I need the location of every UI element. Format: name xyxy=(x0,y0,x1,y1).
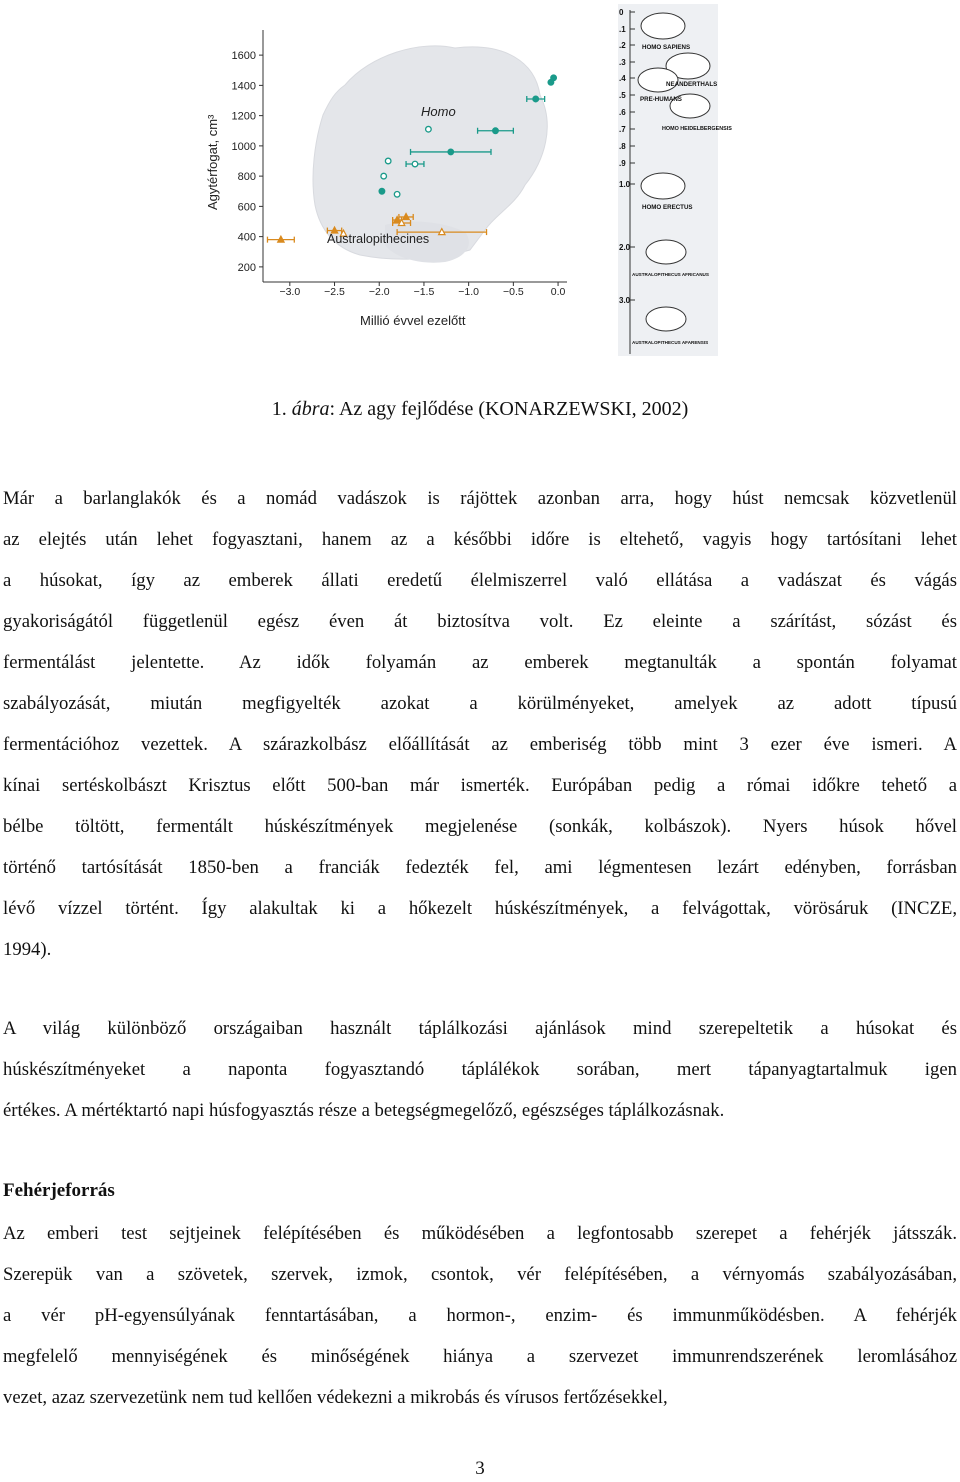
data-point-homo xyxy=(412,161,418,167)
x-tick-label: −2.5 xyxy=(324,286,345,298)
skull-timeline-svg xyxy=(618,4,732,356)
timeline-tick-label: .9 xyxy=(619,159,626,168)
paragraph-dietary-recommendations xyxy=(3,1008,957,1131)
skull-label-australopithecus-africanus: AUSTRALOPITHECUS AFRICANUS xyxy=(632,272,709,277)
x-tick-label: −3.0 xyxy=(279,286,301,298)
data-point-homo xyxy=(381,173,387,179)
data-point-homo xyxy=(448,149,454,155)
skull-homo-sapiens xyxy=(641,13,685,39)
y-tick-label: 600 xyxy=(237,201,256,214)
paragraph-protein-source xyxy=(3,1213,957,1418)
x-tick-label: −2.0 xyxy=(368,286,390,298)
y-tick-label: 1000 xyxy=(231,140,256,153)
text-line: húskészítményeket a naponta fogyasztandó táplálékok sorában, mert tápanyagtartalmuk igen xyxy=(3,1059,957,1080)
y-tick-label: 800 xyxy=(237,171,256,184)
timeline-tick-label: .6 xyxy=(619,108,626,117)
y-tick-label: 1600 xyxy=(231,50,256,63)
skull-label-homo-sapiens: HOMO SAPIENS xyxy=(642,44,691,51)
section-heading: Fehérjeforrás xyxy=(3,1180,115,1201)
text-line: bélbe töltött, fermentált húskészítmények megjelenése (sonkák, kolbászok). Nyers húsok hővel xyxy=(3,816,957,837)
data-point-homo xyxy=(426,126,432,132)
x-tick-label: 0.0 xyxy=(550,286,566,298)
timeline-tick-label: .4 xyxy=(619,74,626,83)
caption-text: : Az agy fejlődése (KONARZEWSKI, 2002) xyxy=(329,398,689,420)
page-number: 3 xyxy=(475,1458,485,1479)
timeline-tick-label: .8 xyxy=(619,142,626,151)
brain-volume-chart xyxy=(195,0,615,340)
text-line: szabályozását, miután megfigyelték azokat a körülményeket, amelyek az adott típusú xyxy=(3,693,957,714)
hominid-skull-timeline xyxy=(618,4,732,356)
timeline-tick-label: .7 xyxy=(619,125,626,134)
brain-evolution-figure xyxy=(195,0,735,360)
text-line: A világ különböző országaiban használt táplálkozási ajánlások mind szerepeltetik a húsokat és xyxy=(3,1018,957,1039)
text-line: fermentálást jelentette. Az idők folyamán az emberek megtanulták a spontán folyamat xyxy=(3,652,957,673)
caption-number: 1. xyxy=(271,398,287,420)
figure-caption xyxy=(0,398,960,421)
skull-label-australopithecus-afarensis: AUSTRALOPITHECUS AFARENSIS xyxy=(632,340,709,345)
y-tick-label: 1200 xyxy=(231,110,256,123)
timeline-tick-label: 2.0 xyxy=(619,243,631,252)
timeline-tick-label: .1 xyxy=(619,25,626,34)
data-point-australopithecine xyxy=(278,236,284,242)
skull-label-homo-heidelbergensis: HOMO HEIDELBERGENSIS xyxy=(662,126,732,132)
caption-label: ábra xyxy=(291,398,330,420)
timeline-tick-label: .2 xyxy=(619,41,626,50)
data-point-homo xyxy=(533,96,539,102)
text-line: az elejtés után lehet fogyasztani, hanem az a későbbi időre is eltehető, vagyis hogy tartósítani lehet xyxy=(3,529,957,550)
y-tick-label: 400 xyxy=(237,231,256,244)
text-line: Szerepük van a szövetek, szervek, izmok, csontok, vér felépítésében, a vérnyomás szabályozásában, xyxy=(3,1264,957,1285)
text-line: értékes. A mértéktartó napi húsfogyasztás része a betegségmegelőző, egészséges táplálkozásnak. xyxy=(3,1100,725,1121)
timeline-tick-label: .5 xyxy=(619,91,626,100)
data-point-homo xyxy=(548,80,554,86)
x-tick-label: −1.5 xyxy=(413,286,435,298)
paragraph-meat-preservation xyxy=(3,478,957,970)
annotation-homo: Homo xyxy=(421,104,456,119)
annotation-australopithecines: Australopithecines xyxy=(327,232,430,246)
x-tick-label: −0.5 xyxy=(502,286,524,298)
y-tick-label: 200 xyxy=(237,261,256,274)
text-line: a húsokat, így az emberek állati eredetű élelmiszerrel való ellátása a vadászat és vágás xyxy=(3,570,957,591)
text-line: kínai sertéskolbászt Krisztus előtt 500-ban már ismerték. Európában pedig a római időkre tehető a xyxy=(3,775,957,796)
timeline-tick-label: 1.0 xyxy=(619,180,631,189)
timeline-tick-label: .3 xyxy=(619,58,626,67)
text-line: fermentációhoz vezettek. A szárazkolbász előállítását az emberiség több mint 3 ezer éve ismeri. A xyxy=(3,734,957,755)
skull-label-homo-erectus: HOMO ERECTUS xyxy=(642,204,693,211)
skull-pre-human xyxy=(638,68,678,92)
y-axis-label: Agytérfogat, cm³ xyxy=(205,114,220,210)
y-tick-label: 1400 xyxy=(231,80,256,93)
text-line: lévő vízzel történt. Így alakultak ki a hőkezelt húskészítmények, a felvágottak, vörösáruk (INCZE, xyxy=(3,898,957,919)
data-point-homo xyxy=(493,128,499,134)
text-line: vezet, azaz szervezetünk nem tud kellően védekezni a mikrobás és vírusos fertőzésekkel, xyxy=(3,1387,668,1408)
skull-afarensis xyxy=(646,307,686,331)
data-point-homo xyxy=(379,188,385,194)
text-line: történő tartósítását 1850-ben a franciák fedezték fel, ami légmentesen lezárt edényben, forrásban xyxy=(3,857,957,878)
timeline-tick-label: 0 xyxy=(619,8,624,17)
skull-label-pre-humans: PRE-HUMANS xyxy=(640,96,682,103)
data-point-homo xyxy=(394,191,400,197)
skull-africanus xyxy=(646,240,686,264)
x-tick-label: −1.0 xyxy=(458,286,480,298)
text-line: gyakoriságától függetlenül egész éven át biztosítva volt. Ez eleinte a szárítást, sózást és xyxy=(3,611,957,632)
text-line: Az emberi test sejtjeinek felépítésében és működésében a legfontosabb szerepet a fehérjék játsszák. xyxy=(3,1223,957,1244)
text-line: a vér pH-egyensúlyának fenntartásában, a hormon-, enzim- és immunműködésben. A fehérjék xyxy=(3,1305,957,1326)
text-line: 1994). xyxy=(3,939,52,960)
skull-homo-erectus xyxy=(641,173,685,199)
text-line: megfelelő mennyiségének és minőségének hiánya a szervezet immunrendszerének leromlásához xyxy=(3,1346,957,1367)
text-line: Már a barlanglakók és a nomád vadászok is rájöttek azonban arra, hogy húst nemcsak közvetlenül xyxy=(3,488,957,509)
timeline-tick-label: 3.0 xyxy=(619,296,631,305)
skull-label-neanderthals: NEANDERTHALS xyxy=(666,81,718,88)
data-point-homo xyxy=(385,158,391,164)
x-axis-label: Millió évvel ezelőtt xyxy=(360,313,466,328)
